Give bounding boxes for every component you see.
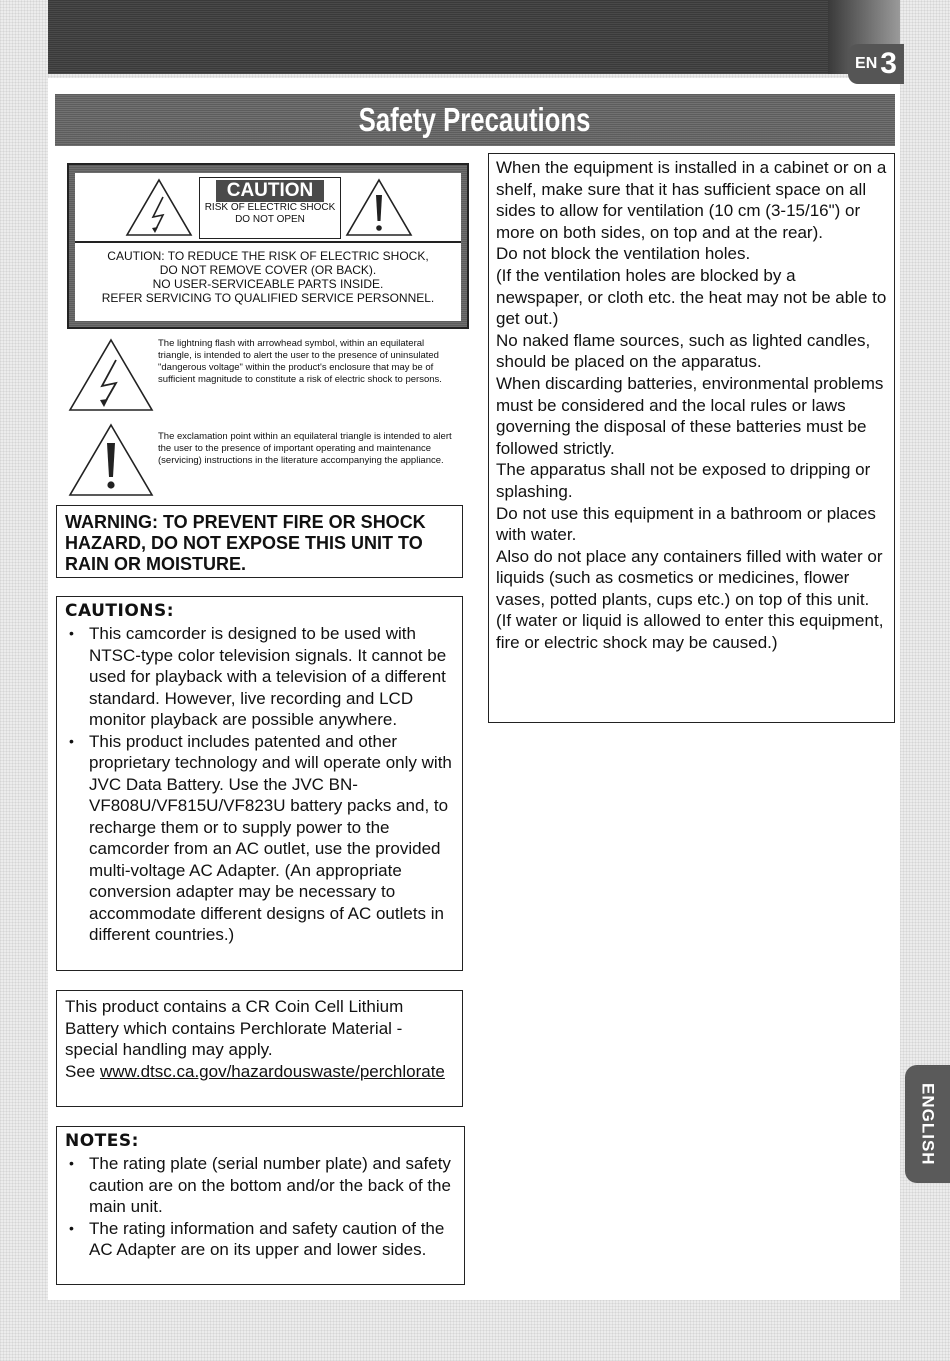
list-item: • This camcorder is designed to be used with NTSC-type color television signals. It cannot be used for playback with a television of a different standard. However, live recording and LCD monitor playback are possible anywhere. — [65, 623, 454, 731]
warning-line: HAZARD, DO NOT EXPOSE THIS UNIT TO — [65, 533, 423, 553]
paragraph: The apparatus shall not be exposed to dripping or splashing. — [496, 460, 871, 501]
notes-list — [65, 1153, 456, 1261]
warning-line: WARNING: TO PREVENT FIRE OR SHOCK — [65, 512, 426, 532]
caution-sub-risk: RISK OF ELECTRIC SHOCK — [204, 202, 336, 213]
caution-line: DO NOT REMOVE COVER (OR BACK). — [159, 263, 377, 277]
battery-notice-see — [65, 1061, 454, 1083]
caution-sign — [199, 177, 341, 239]
lightning-warning-icon — [68, 338, 154, 412]
exclamation-warning-icon — [345, 177, 413, 237]
exclamation-symbol-explanation — [68, 423, 468, 497]
header-bar — [48, 0, 828, 74]
paragraph: Do not block the ventilation holes. — [496, 244, 751, 264]
caution-sub-open: DO NOT OPEN — [235, 214, 305, 225]
exclamation-symbol-text: The exclamation point within an equilateral triangle is intended to alert the user to the presence of important operating and maintenance (servicing) instructions in the literature accompanying the appliance. — [158, 431, 452, 466]
battery-notice-text: This product contains a CR Coin Cell Lithium Battery which contains Perchlorate Material - special handling may apply. — [65, 997, 404, 1059]
language-side-tab — [905, 1065, 950, 1183]
language-side-tab-label: ENGLISH — [918, 1082, 938, 1166]
paragraph: (If water or liquid is allowed to enter this equipment, fire or electric shock may be caused.) — [496, 611, 884, 653]
caution-line: REFER SERVICING TO QUALIFIED SERVICE PERSONNEL. — [101, 291, 435, 305]
lightning-symbol-explanation — [68, 338, 468, 412]
battery-notice-box — [56, 990, 463, 1107]
page-title: Safety Precautions — [359, 101, 591, 138]
paragraph: (If the ventilation holes are blocked by a newspaper, or cloth etc. the heat may not be able to get out.) — [496, 265, 887, 329]
exclamation-warning-icon — [68, 423, 154, 497]
paragraph: When discarding batteries, environmental problems must be considered and the local rules or laws governing the disposal of these batteries must be followed strictly. — [496, 373, 884, 458]
lightning-warning-icon — [125, 177, 193, 237]
caution-line: CAUTION: TO REDUCE THE RISK OF ELECTRIC SHOCK, — [107, 249, 429, 263]
paragraph: Do not use this equipment in a bathroom or places with water. — [496, 503, 876, 545]
caution-line: NO USER-SERVICEABLE PARTS INSIDE. — [152, 277, 384, 291]
list-item: • The rating plate (serial number plate) and safety caution are on the bottom and/or the back of the main unit. — [65, 1153, 456, 1218]
cautions-heading: CAUTIONS: — [65, 601, 175, 621]
installation-box — [488, 153, 895, 723]
notes-box — [56, 1126, 465, 1285]
page-lang: EN — [855, 55, 878, 72]
cautions-box — [56, 596, 463, 971]
notes-heading: NOTES: — [65, 1131, 139, 1151]
see-label: See — [65, 1061, 100, 1081]
paragraph: No naked flame sources, such as lighted candles, should be placed on the apparatus. — [496, 330, 871, 372]
list-item: • This product includes patented and other proprietary technology and will operate only with JVC Data Battery. Use the JVC BN-VF808U/VF815U/VF823U battery packs and, to recharge them or to supply power to the camcorder from an AC outlet, use the provided multi-voltage AC Adapter. (An appropriate conversion adapter may be necessary to accommodate different designs of AC outlets in different countries.) — [65, 731, 454, 946]
perchlorate-link[interactable]: www.dtsc.ca.gov/hazardouswaste/perchlorate — [99, 1061, 445, 1081]
paragraph: Also do not place any containers filled with water or liquids (such as cosmetics or medicines, flower vases, potted plants, cups etc.) on top of this unit. — [496, 546, 883, 609]
caution-label — [67, 163, 469, 329]
page-number-tab — [848, 44, 904, 84]
title-banner — [55, 94, 895, 146]
paragraph: When the equipment is installed in a cabinet or on a shelf, make sure that it has sufficient space on all sides to allow for ventilation (10 cm (3-15/16") or more on both sides, on top and at the rear). — [496, 158, 887, 242]
lightning-symbol-text: The lightning flash with arrowhead symbol, within an equilateral triangle, is intended to alert the user to the presence of uninsulated "dangerous voltage" within the product's enclosure that may be of sufficient magnitude to constitute a risk of electric shock to persons. — [158, 338, 442, 385]
list-item: • The rating information and safety caution of the AC Adapter are on its upper and lower sides. — [65, 1218, 456, 1261]
caution-text — [75, 249, 461, 305]
cautions-list — [65, 623, 454, 946]
page-number: 3 — [880, 47, 897, 80]
caution-word: CAUTION — [216, 180, 324, 202]
warning-line: RAIN OR MOISTURE. — [65, 554, 247, 574]
warning-box — [56, 505, 463, 578]
